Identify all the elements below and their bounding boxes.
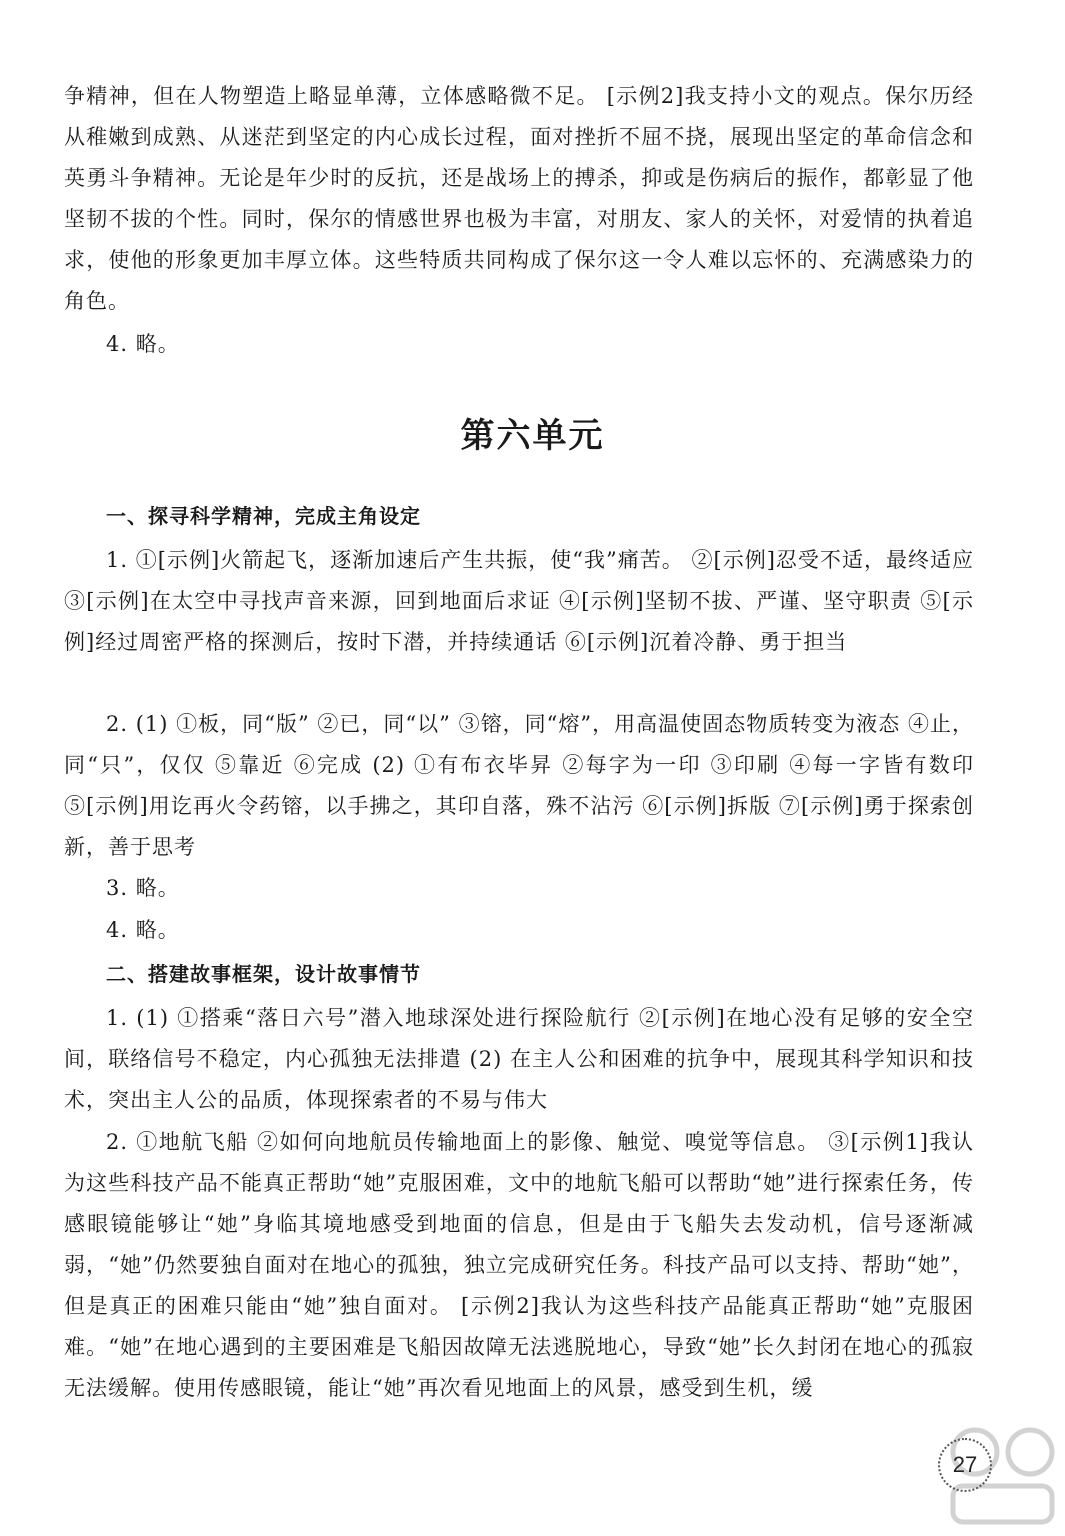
page-number: 27	[938, 1438, 992, 1492]
section-1-question-2: 2. (1) ①板，同“版” ②已，同“以” ③镕，同“熔”，用高温使固态物质转变为液态 ④止，同“只”，仅仅 ⑤靠近 ⑥完成 (2) ①有布衣毕昇 ②每字为一印 ③印刷 ④每一字皆有数印 ⑤[示例]用讫再火令药镕，以手拂之，其印自落，殊不沾污 ⑥[示例]拆版 ⑦[示例]勇于探索创新，善于思考	[64, 712, 974, 859]
unit-title: 第六单元	[460, 416, 605, 456]
section-2-question-1: 1. (1) ①搭乘“落日六号”潜入地球深处进行探险航行 ②[示例]在地心没有足够的安全空间，联络信号不稳定，内心孤独无法排遣 (2) 在主人公和困难的抗争中，展现其科学知识和技术，突出主人公的品质，体现探索者的不易与伟大	[64, 1006, 974, 1112]
continued-paragraph: 争精神，但在人物塑造上略显单薄，立体感略微不足。 [示例2]我支持小文的观点。保尔历经从稚嫩到成熟、从迷茫到坚定的内心成长过程，面对挫折不屈不挠，展现出坚定的革命信念和英勇斗争精神。无论是年少时的反抗，还是战场上的搏杀，抑或是伤病后的振作，都彰显了他坚韧不拔的个性。同时，保尔的情感世界也极为丰富，对朋友、家人的关怀，对爱情的执着追求，使他的形象更加丰厚立体。这些特质共同构成了保尔这一令人难以忘怀的、充满感染力的角色。	[64, 84, 974, 313]
answer-item-4: 4. 略。	[106, 332, 180, 356]
section-1-question-3: 3. 略。	[106, 876, 180, 900]
section-1-question-4: 4. 略。	[106, 918, 180, 942]
section-1-question-1: 1. ①[示例]火箭起飞，逐渐加速后产生共振，使“我”痛苦。 ②[示例]忍受不适，最终适应 ③[示例]在太空中寻找声音来源，回到地面后求证 ④[示例]坚韧不拔、严谨、坚守职责 ⑤[示例]经过周密严格的探测后，按时下潜，并持续通话 ⑥[示例]沉着冷静、勇于担当	[64, 548, 974, 654]
section-2-heading: 二、搭建故事框架，设计故事情节	[106, 962, 421, 986]
section-2-question-2: 2. ①地航飞船 ②如何向地航员传输地面上的影像、触觉、嗅觉等信息。 ③[示例1]我认为这些科技产品不能真正帮助“她”克服困难，文中的地航飞船可以帮助“她”进行探索任务，传感眼镜能够让“她”身临其境地感受到地面的信息，但是由于飞船失去发动机，信号逐渐减弱，“她”仍然要独自面对在地心的孤独，独立完成研究任务。科技产品可以支持、帮助“她”，但是真正的困难只能由“她”独自面对。 [示例2]我认为这些科技产品能真正帮助“她”克服困难。“她”在地心遇到的主要困难是飞船因故障无法逃脱地心，导致“她”长久封闭在地心的孤寂无法缓解。使用传感眼镜，能让“她”再次看见地面上的风景，感受到生机，缓	[64, 1130, 974, 1400]
section-1-heading: 一、探寻科学精神，完成主角设定	[106, 504, 421, 528]
